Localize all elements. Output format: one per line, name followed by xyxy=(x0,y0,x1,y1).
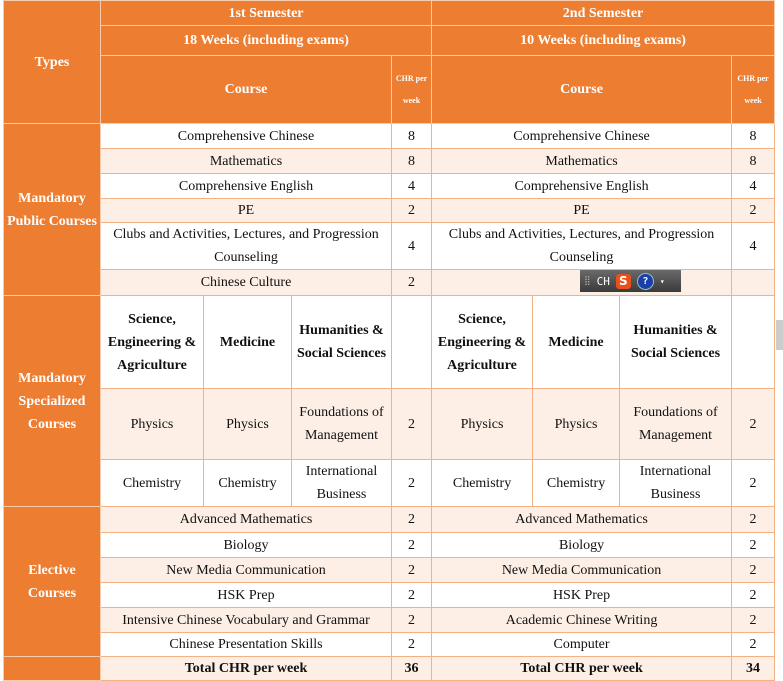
course-cell: Chinese Presentation Skills xyxy=(101,633,392,657)
types-header: Types xyxy=(4,1,101,124)
chr-cell: 2 xyxy=(392,270,432,296)
course-cell: Clubs and Activities, Lectures, and Progression Counseling xyxy=(432,223,732,270)
chr-cell: 2 xyxy=(392,389,432,460)
chr-cell: 4 xyxy=(732,174,775,199)
course-cell: Biology xyxy=(432,533,732,558)
track-header: Medicine xyxy=(204,296,292,389)
track-header: Medicine xyxy=(533,296,620,389)
elective-label: Elective Courses xyxy=(4,507,101,657)
course-cell: Intensive Chinese Vocabulary and Grammar xyxy=(101,608,392,633)
course-cell: New Media Communication xyxy=(432,558,732,583)
course-cell: Computer xyxy=(432,633,732,657)
chr-cell: 2 xyxy=(732,460,775,507)
course-cell: HSK Prep xyxy=(101,583,392,608)
course-cell: Physics xyxy=(204,389,292,460)
sem1-title: 1st Semester xyxy=(101,1,432,26)
total-label-spacer xyxy=(4,657,101,681)
chr-cell: 2 xyxy=(392,507,432,533)
sem2-course-header: Course xyxy=(432,56,732,124)
empty-cell xyxy=(732,296,775,389)
course-cell: Physics xyxy=(101,389,204,460)
course-cell: Comprehensive English xyxy=(101,174,392,199)
specialized-label: Mandatory Specialized Courses xyxy=(4,296,101,507)
chr-cell: 4 xyxy=(392,223,432,270)
course-cell: New Media Communication xyxy=(101,558,392,583)
course-cell: Chemistry xyxy=(204,460,292,507)
chr-cell: 2 xyxy=(732,558,775,583)
chr-cell: 8 xyxy=(392,149,432,174)
course-cell: Mathematics xyxy=(101,149,392,174)
total-sem2: 34 xyxy=(732,657,775,681)
total-label: Total CHR per week xyxy=(101,657,392,681)
total-sem1: 36 xyxy=(392,657,432,681)
sem1-chr-header: CHR per week xyxy=(392,56,432,124)
course-cell: Physics xyxy=(533,389,620,460)
course-cell: Chemistry xyxy=(101,460,204,507)
course-cell: Clubs and Activities, Lectures, and Progression Counseling xyxy=(101,223,392,270)
chr-cell xyxy=(732,270,775,296)
chr-cell: 4 xyxy=(732,223,775,270)
total-label: Total CHR per week xyxy=(432,657,732,681)
course-cell: Comprehensive English xyxy=(432,174,732,199)
chr-cell: 2 xyxy=(392,533,432,558)
chr-cell: 2 xyxy=(392,199,432,223)
course-cell: International Business xyxy=(292,460,392,507)
track-header: Science, Engineering & Agriculture xyxy=(432,296,533,389)
ime-mode[interactable]: CH xyxy=(596,274,610,288)
chr-cell: 2 xyxy=(732,389,775,460)
sem2-weeks: 10 Weeks (including exams) xyxy=(432,26,775,56)
ime-toolbar[interactable] xyxy=(580,270,681,292)
grip-icon[interactable]: ⣿ xyxy=(584,276,591,286)
sem2-chr-header: CHR per week xyxy=(732,56,775,124)
sem1-weeks: 18 Weeks (including exams) xyxy=(101,26,432,56)
course-cell: Chinese Culture xyxy=(101,270,392,296)
chr-cell: 2 xyxy=(392,633,432,657)
chr-cell: 2 xyxy=(732,583,775,608)
course-cell: Chemistry xyxy=(533,460,620,507)
course-cell: Physics xyxy=(432,389,533,460)
chr-cell: 8 xyxy=(392,124,432,149)
chr-cell: 2 xyxy=(732,199,775,223)
help-icon[interactable]: ? xyxy=(637,273,654,290)
chr-cell: 2 xyxy=(732,608,775,633)
track-header: Humanities & Social Sciences xyxy=(620,296,732,389)
course-cell: PE xyxy=(101,199,392,223)
chr-cell: 4 xyxy=(392,174,432,199)
scrollbar-handle[interactable] xyxy=(776,320,783,350)
chr-cell: 8 xyxy=(732,124,775,149)
course-cell: Foundations of Management xyxy=(292,389,392,460)
empty-cell xyxy=(392,296,432,389)
track-header: Humanities & Social Sciences xyxy=(292,296,392,389)
chr-cell: 2 xyxy=(732,507,775,533)
course-cell: Foundations of Management xyxy=(620,389,732,460)
course-cell: Advanced Mathematics xyxy=(101,507,392,533)
course-cell: Biology xyxy=(101,533,392,558)
course-cell: Academic Chinese Writing xyxy=(432,608,732,633)
track-header: Science, Engineering & Agriculture xyxy=(101,296,204,389)
course-cell: International Business xyxy=(620,460,732,507)
chr-cell: 2 xyxy=(392,583,432,608)
chr-cell: 2 xyxy=(392,558,432,583)
course-cell: Comprehensive Chinese xyxy=(432,124,732,149)
course-cell: Advanced Mathematics xyxy=(432,507,732,533)
public-label: Mandatory Public Courses xyxy=(4,124,101,296)
course-cell: Mathematics xyxy=(432,149,732,174)
course-cell: HSK Prep xyxy=(432,583,732,608)
chr-cell: 2 xyxy=(732,533,775,558)
menu-arrow-icon[interactable]: ▾ xyxy=(659,276,665,286)
chr-cell: 2 xyxy=(392,460,432,507)
curriculum-table xyxy=(3,0,775,681)
chr-cell: 2 xyxy=(392,608,432,633)
sem1-course-header: Course xyxy=(101,56,392,124)
course-cell: Comprehensive Chinese xyxy=(101,124,392,149)
course-cell: PE xyxy=(432,199,732,223)
chr-cell: 2 xyxy=(732,633,775,657)
sem2-title: 2nd Semester xyxy=(432,1,775,26)
course-cell: Chemistry xyxy=(432,460,533,507)
sogou-logo-icon[interactable]: S xyxy=(616,274,631,289)
chr-cell: 8 xyxy=(732,149,775,174)
